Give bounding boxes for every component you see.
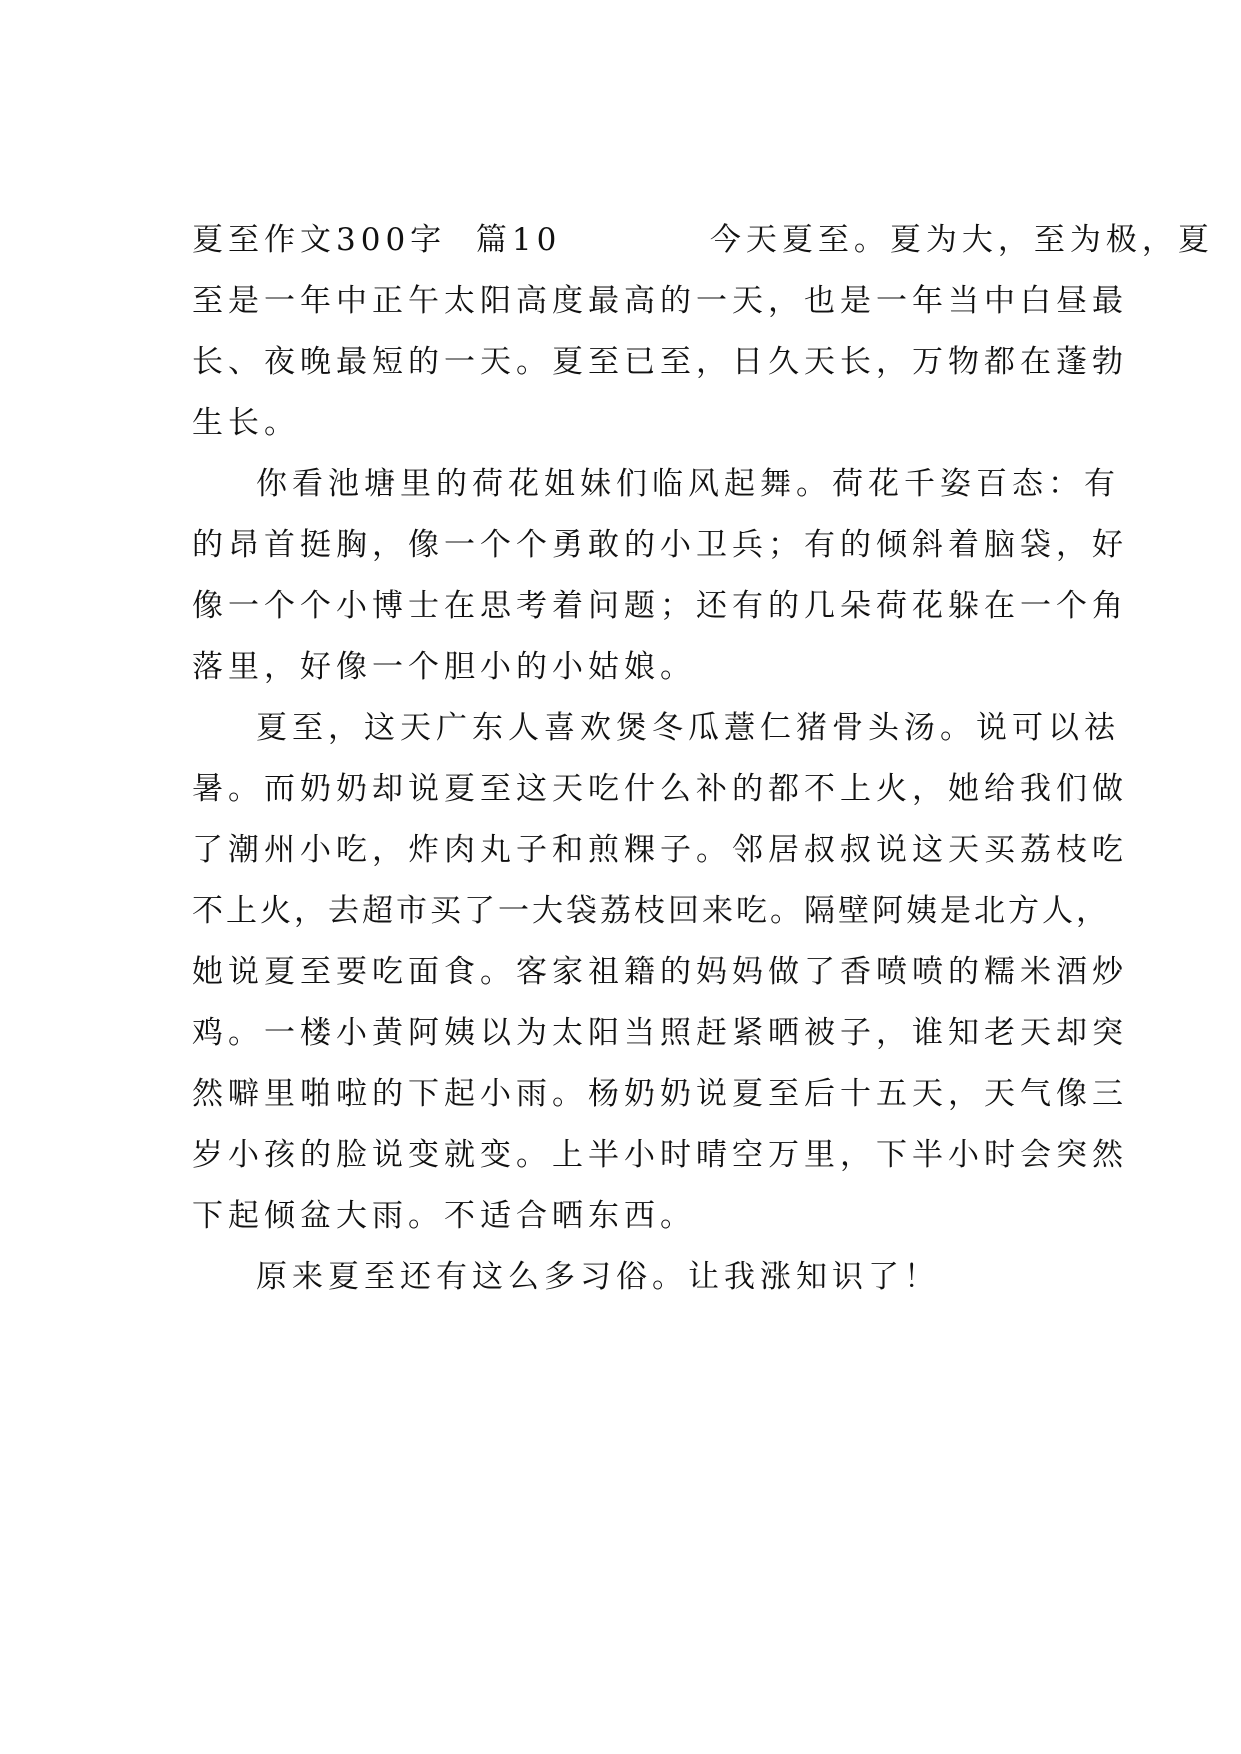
- text-line: 夏至，这天广东人喜欢煲冬瓜薏仁猪骨头汤。说可以祛: [256, 710, 1120, 746]
- text-line: 然噼里啪啦的下起小雨。杨奶奶说夏至后十五天，天气像三: [192, 1076, 1128, 1112]
- text-line: 像一个个小博士在思考着问题；还有的几朵荷花躲在一个角: [192, 588, 1128, 624]
- text-line: 暑。而奶奶却说夏至这天吃什么补的都不上火，她给我们做: [192, 771, 1128, 807]
- text-line: 她说夏至要吃面食。客家祖籍的妈妈做了香喷喷的糯米酒炒: [192, 954, 1128, 990]
- document-body: [192, 210, 1214, 1308]
- text-line: 落里，好像一个胆小的小姑娘。: [192, 649, 696, 685]
- text-line: 生长。: [192, 405, 300, 441]
- text-line: 不上火，去超市买了一大袋荔枝回来吃。隔壁阿姨是北方人，: [192, 893, 1110, 929]
- text-line: 夏至作文300字 篇10 今天夏至。夏为大，至为极，夏: [192, 222, 1214, 258]
- text-line: 你看池塘里的荷花姐妹们临风起舞。荷花千姿百态：有: [256, 466, 1120, 502]
- text-line: 长、夜晚最短的一天。夏至已至，日久天长，万物都在蓬勃: [192, 344, 1128, 380]
- text-line: 的昂首挺胸，像一个个勇敢的小卫兵；有的倾斜着脑袋，好: [192, 527, 1128, 563]
- text-line: 岁小孩的脸说变就变。上半小时晴空万里，下半小时会突然: [192, 1137, 1128, 1173]
- text-line: 下起倾盆大雨。不适合晒东西。: [192, 1198, 696, 1234]
- text-line: 了潮州小吃，炸肉丸子和煎粿子。邻居叔叔说这天买荔枝吃: [192, 832, 1128, 868]
- text-line: 至是一年中正午太阳高度最高的一天，也是一年当中白昼最: [192, 283, 1128, 319]
- text-line: 鸡。一楼小黄阿姨以为太阳当照赶紧晒被子，谁知老天却突: [192, 1015, 1128, 1051]
- text-line: 原来夏至还有这么多习俗。让我涨知识了！: [256, 1259, 940, 1295]
